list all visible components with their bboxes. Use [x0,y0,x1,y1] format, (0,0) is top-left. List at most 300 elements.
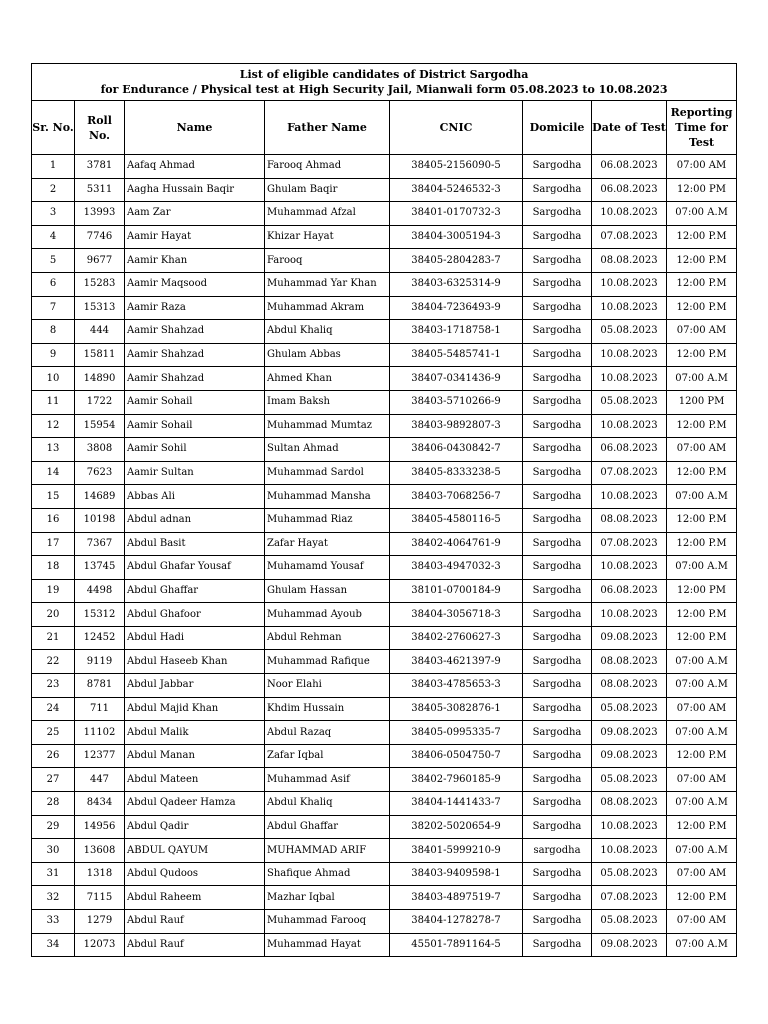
cell-sr-no: 26 [32,744,75,768]
cell-cnic: 38402-4064761-9 [390,532,523,556]
cell-name: Abdul Malik [125,721,265,745]
cell-reporting-time: 07:00 AM [667,768,737,792]
cell-cnic: 38406-0504750-7 [390,744,523,768]
cell-father-name: Farooq [265,249,390,273]
cell-date-of-test: 10.08.2023 [592,414,667,438]
cell-sr-no: 27 [32,768,75,792]
cell-name: Abdul Rauf [125,933,265,957]
cell-domicile: Sargodha [523,768,592,792]
cell-date-of-test: 10.08.2023 [592,296,667,320]
cell-roll-no: 15954 [75,414,125,438]
cell-reporting-time: 12:00 P.M [667,414,737,438]
cell-roll-no: 444 [75,320,125,344]
cell-sr-no: 31 [32,862,75,886]
cell-sr-no: 3 [32,202,75,226]
cell-domicile: Sargodha [523,792,592,816]
table-row [32,296,737,320]
cell-name: Abdul Raheem [125,886,265,910]
cell-roll-no: 1318 [75,862,125,886]
cell-domicile: Sargodha [523,697,592,721]
cell-cnic: 38403-4897519-7 [390,886,523,910]
cell-reporting-time: 07:00 A.M [667,202,737,226]
cell-father-name: Muhammad Rafique [265,650,390,674]
cell-sr-no: 24 [32,697,75,721]
cell-cnic: 38404-5246532-3 [390,178,523,202]
cell-reporting-time: 12:00 P.M [667,461,737,485]
cell-roll-no: 14689 [75,485,125,509]
cell-reporting-time: 07:00 A.M [667,933,737,957]
cell-sr-no: 6 [32,272,75,296]
cell-reporting-time: 12:00 P.M [667,603,737,627]
cell-roll-no: 9677 [75,249,125,273]
cell-name: Aagha Hussain Baqir [125,178,265,202]
cell-roll-no: 13993 [75,202,125,226]
cell-cnic: 38405-3082876-1 [390,697,523,721]
cell-roll-no: 15283 [75,272,125,296]
cell-reporting-time: 07:00 A.M [667,792,737,816]
cell-domicile: Sargodha [523,862,592,886]
cell-roll-no: 12377 [75,744,125,768]
cell-domicile: Sargodha [523,815,592,839]
table-row [32,603,737,627]
cell-sr-no: 21 [32,626,75,650]
cell-roll-no: 15312 [75,603,125,627]
cell-cnic: 38402-7960185-9 [390,768,523,792]
cell-father-name: Muhammad Hayat [265,933,390,957]
cell-roll-no: 3781 [75,155,125,179]
cell-reporting-time: 07:00 A.M [667,556,737,580]
cell-name: Abdul Basit [125,532,265,556]
cell-date-of-test: 05.08.2023 [592,768,667,792]
cell-date-of-test: 10.08.2023 [592,556,667,580]
cell-date-of-test: 10.08.2023 [592,343,667,367]
cell-sr-no: 11 [32,390,75,414]
table-row [32,579,737,603]
cell-name: Abdul Manan [125,744,265,768]
table-row [32,155,737,179]
cell-father-name: Shafique Ahmad [265,862,390,886]
cell-sr-no: 16 [32,508,75,532]
cell-reporting-time: 07:00 AM [667,155,737,179]
cell-sr-no: 22 [32,650,75,674]
cell-domicile: Sargodha [523,178,592,202]
table-row [32,225,737,249]
cell-sr-no: 15 [32,485,75,509]
cell-date-of-test: 07.08.2023 [592,886,667,910]
cell-sr-no: 8 [32,320,75,344]
cell-cnic: 38403-6325314-9 [390,272,523,296]
cell-cnic: 38403-7068256-7 [390,485,523,509]
title-line-1: List of eligible candidates of District Sargodha [239,68,529,81]
cell-father-name: Muhammad Mansha [265,485,390,509]
cell-sr-no: 5 [32,249,75,273]
cell-cnic: 38405-2156090-5 [390,155,523,179]
cell-roll-no: 7746 [75,225,125,249]
cell-cnic: 38407-0341436-9 [390,367,523,391]
cell-sr-no: 9 [32,343,75,367]
cell-father-name: Khdim Hussain [265,697,390,721]
cell-domicile: Sargodha [523,461,592,485]
table-row [32,744,737,768]
column-header-name: Name [125,101,265,155]
cell-domicile: Sargodha [523,367,592,391]
column-header-cnic: CNIC [390,101,523,155]
cell-date-of-test: 08.08.2023 [592,674,667,698]
table-row [32,862,737,886]
cell-reporting-time: 07:00 AM [667,697,737,721]
cell-roll-no: 10198 [75,508,125,532]
table-row [32,697,737,721]
cell-name: Aamir Khan [125,249,265,273]
cell-date-of-test: 10.08.2023 [592,603,667,627]
cell-date-of-test: 07.08.2023 [592,532,667,556]
cell-cnic: 38405-0995335-7 [390,721,523,745]
cell-cnic: 38406-0430842-7 [390,438,523,462]
cell-roll-no: 1722 [75,390,125,414]
cell-roll-no: 1279 [75,910,125,934]
cell-father-name: Muhammad Yar Khan [265,272,390,296]
cell-date-of-test: 10.08.2023 [592,485,667,509]
cell-cnic: 38405-8333238-5 [390,461,523,485]
cell-father-name: Muhammad Mumtaz [265,414,390,438]
cell-reporting-time: 12:00 P.M [667,249,737,273]
cell-name: Aamir Raza [125,296,265,320]
cell-roll-no: 12073 [75,933,125,957]
column-header-domicile: Domicile [523,101,592,155]
cell-reporting-time: 07:00 A.M [667,839,737,863]
cell-cnic: 38403-5710266-9 [390,390,523,414]
cell-reporting-time: 07:00 AM [667,910,737,934]
cell-sr-no: 14 [32,461,75,485]
table-row [32,626,737,650]
cell-date-of-test: 06.08.2023 [592,438,667,462]
cell-name: Aamir Shahzad [125,343,265,367]
table-row [32,508,737,532]
table-row [32,461,737,485]
cell-reporting-time: 07:00 A.M [667,674,737,698]
cell-domicile: Sargodha [523,910,592,934]
table-row [32,910,737,934]
cell-name: Abdul Jabbar [125,674,265,698]
cell-reporting-time: 12:00 P.M [667,815,737,839]
cell-cnic: 38405-4580116-5 [390,508,523,532]
cell-father-name: Ghulam Abbas [265,343,390,367]
cell-father-name: Muhammad Asif [265,768,390,792]
table-row [32,721,737,745]
cell-domicile: Sargodha [523,320,592,344]
cell-name: Abdul Qudoos [125,862,265,886]
cell-father-name: Muhammad Riaz [265,508,390,532]
cell-sr-no: 19 [32,579,75,603]
cell-date-of-test: 09.08.2023 [592,933,667,957]
cell-father-name: Abdul Ghaffar [265,815,390,839]
cell-name: Abdul Majid Khan [125,697,265,721]
cell-date-of-test: 05.08.2023 [592,862,667,886]
cell-name: Aam Zar [125,202,265,226]
cell-roll-no: 14890 [75,367,125,391]
table-row [32,886,737,910]
cell-date-of-test: 07.08.2023 [592,225,667,249]
cell-reporting-time: 12:00 P.M [667,532,737,556]
cell-name: Abdul adnan [125,508,265,532]
table-row [32,485,737,509]
cell-sr-no: 28 [32,792,75,816]
cell-date-of-test: 09.08.2023 [592,744,667,768]
cell-roll-no: 13745 [75,556,125,580]
cell-cnic: 38404-7236493-9 [390,296,523,320]
cell-father-name: Abdul Khaliq [265,320,390,344]
cell-sr-no: 32 [32,886,75,910]
cell-reporting-time: 07:00 A.M [667,650,737,674]
table-row [32,839,737,863]
cell-roll-no: 14956 [75,815,125,839]
cell-cnic: 38405-2804283-7 [390,249,523,273]
cell-cnic: 38403-9892807-3 [390,414,523,438]
cell-reporting-time: 07:00 A.M [667,485,737,509]
table-row [32,249,737,273]
column-header-sr-no: Sr. No. [32,101,75,155]
cell-father-name: Muhammad Ayoub [265,603,390,627]
cell-roll-no: 15313 [75,296,125,320]
cell-reporting-time: 07:00 AM [667,438,737,462]
cell-roll-no: 7623 [75,461,125,485]
cell-father-name: Mazhar Iqbal [265,886,390,910]
cell-reporting-time: 12:00 P.M [667,626,737,650]
cell-name: Abdul Haseeb Khan [125,650,265,674]
cell-date-of-test: 06.08.2023 [592,178,667,202]
cell-father-name: Zafar Hayat [265,532,390,556]
cell-father-name: Abdul Khaliq [265,792,390,816]
table-row [32,556,737,580]
cell-name: ABDUL QAYUM [125,839,265,863]
cell-roll-no: 15811 [75,343,125,367]
table-row [32,320,737,344]
cell-reporting-time: 1200 PM [667,390,737,414]
cell-roll-no: 9119 [75,650,125,674]
cell-date-of-test: 08.08.2023 [592,249,667,273]
cell-cnic: 38401-5999210-9 [390,839,523,863]
cell-domicile: sargodha [523,839,592,863]
cell-sr-no: 23 [32,674,75,698]
cell-date-of-test: 10.08.2023 [592,839,667,863]
cell-cnic: 38101-0700184-9 [390,579,523,603]
cell-father-name: Ghulam Baqir [265,178,390,202]
cell-domicile: Sargodha [523,626,592,650]
cell-reporting-time: 07:00 A.M [667,721,737,745]
cell-sr-no: 33 [32,910,75,934]
table-row [32,367,737,391]
cell-cnic: 38405-5485741-1 [390,343,523,367]
cell-reporting-time: 12:00 PM [667,579,737,603]
table-row [32,178,737,202]
cell-cnic: 38403-1718758-1 [390,320,523,344]
cell-cnic: 38402-2760627-3 [390,626,523,650]
cell-father-name: Noor Elahi [265,674,390,698]
cell-cnic: 38401-0170732-3 [390,202,523,226]
cell-sr-no: 29 [32,815,75,839]
cell-domicile: Sargodha [523,532,592,556]
cell-roll-no: 8434 [75,792,125,816]
candidates-table [31,63,737,957]
cell-cnic: 38403-9409598-1 [390,862,523,886]
cell-reporting-time: 07:00 A.M [667,367,737,391]
cell-domicile: Sargodha [523,508,592,532]
cell-domicile: Sargodha [523,438,592,462]
cell-sr-no: 20 [32,603,75,627]
cell-name: Abdul Qadeer Hamza [125,792,265,816]
cell-reporting-time: 12:00 P.M [667,296,737,320]
cell-roll-no: 7115 [75,886,125,910]
cell-name: Abbas Ali [125,485,265,509]
table-row [32,438,737,462]
cell-sr-no: 7 [32,296,75,320]
cell-name: Abdul Ghaffar [125,579,265,603]
cell-sr-no: 18 [32,556,75,580]
cell-roll-no: 8781 [75,674,125,698]
cell-reporting-time: 12:00 P.M [667,225,737,249]
cell-reporting-time: 12:00 PM [667,178,737,202]
cell-name: Aamir Maqsood [125,272,265,296]
cell-name: Aamir Shahzad [125,320,265,344]
cell-father-name: Abdul Razaq [265,721,390,745]
cell-roll-no: 12452 [75,626,125,650]
cell-roll-no: 13608 [75,839,125,863]
table-row [32,768,737,792]
cell-date-of-test: 05.08.2023 [592,697,667,721]
cell-domicile: Sargodha [523,272,592,296]
cell-cnic: 38403-4785653-3 [390,674,523,698]
cell-name: Abdul Qadir [125,815,265,839]
cell-sr-no: 4 [32,225,75,249]
cell-roll-no: 11102 [75,721,125,745]
cell-sr-no: 13 [32,438,75,462]
cell-name: Aamir Sohil [125,438,265,462]
table-row [32,532,737,556]
cell-name: Abdul Hadi [125,626,265,650]
cell-date-of-test: 09.08.2023 [592,626,667,650]
cell-name: Abdul Ghafar Yousaf [125,556,265,580]
table-row [32,815,737,839]
cell-father-name: Muhammad Akram [265,296,390,320]
cell-name: Aamir Sohail [125,414,265,438]
cell-date-of-test: 10.08.2023 [592,272,667,296]
column-header-reporting-time: Reporting Time for Test [667,101,737,155]
cell-father-name: Muhammad Afzal [265,202,390,226]
document-title [32,64,737,101]
cell-domicile: Sargodha [523,579,592,603]
cell-sr-no: 30 [32,839,75,863]
cell-date-of-test: 08.08.2023 [592,508,667,532]
cell-father-name: Khizar Hayat [265,225,390,249]
cell-roll-no: 5311 [75,178,125,202]
cell-date-of-test: 08.08.2023 [592,650,667,674]
cell-domicile: Sargodha [523,390,592,414]
table-body [32,155,737,957]
cell-domicile: Sargodha [523,485,592,509]
cell-date-of-test: 05.08.2023 [592,910,667,934]
table-row [32,343,737,367]
title-line-2: for Endurance / Physical test at High Security Jail, Mianwali form 05.08.2023 to 10.08.2023 [100,83,668,96]
cell-cnic: 38404-3056718-3 [390,603,523,627]
cell-domicile: Sargodha [523,155,592,179]
table-row [32,390,737,414]
table-row [32,792,737,816]
cell-sr-no: 34 [32,933,75,957]
cell-domicile: Sargodha [523,202,592,226]
cell-father-name: Ghulam Hassan [265,579,390,603]
cell-cnic: 38403-4947032-3 [390,556,523,580]
column-header-father-name: Father Name [265,101,390,155]
cell-domicile: Sargodha [523,225,592,249]
cell-father-name: MUHAMMAD ARIF [265,839,390,863]
cell-cnic: 38404-1441433-7 [390,792,523,816]
header-row [32,101,737,155]
cell-date-of-test: 09.08.2023 [592,721,667,745]
cell-reporting-time: 07:00 AM [667,862,737,886]
table-row [32,414,737,438]
cell-roll-no: 4498 [75,579,125,603]
cell-cnic: 38404-1278278-7 [390,910,523,934]
cell-sr-no: 2 [32,178,75,202]
cell-domicile: Sargodha [523,744,592,768]
cell-cnic: 38403-4621397-9 [390,650,523,674]
cell-father-name: Muhamamd Yousaf [265,556,390,580]
cell-father-name: Muhammad Farooq [265,910,390,934]
cell-name: Aamir Sohail [125,390,265,414]
cell-cnic: 38404-3005194-3 [390,225,523,249]
cell-domicile: Sargodha [523,650,592,674]
cell-roll-no: 447 [75,768,125,792]
cell-domicile: Sargodha [523,249,592,273]
cell-roll-no: 7367 [75,532,125,556]
cell-domicile: Sargodha [523,556,592,580]
cell-roll-no: 3808 [75,438,125,462]
cell-name: Abdul Rauf [125,910,265,934]
cell-name: Aamir Hayat [125,225,265,249]
cell-reporting-time: 12:00 P.M [667,744,737,768]
cell-reporting-time: 07:00 AM [667,320,737,344]
cell-domicile: Sargodha [523,886,592,910]
cell-sr-no: 10 [32,367,75,391]
cell-sr-no: 12 [32,414,75,438]
cell-reporting-time: 12:00 P.M [667,343,737,367]
cell-date-of-test: 10.08.2023 [592,202,667,226]
cell-date-of-test: 07.08.2023 [592,461,667,485]
cell-name: Aamir Shahzad [125,367,265,391]
cell-name: Abdul Ghafoor [125,603,265,627]
cell-domicile: Sargodha [523,414,592,438]
title-row [32,64,737,101]
cell-father-name: Abdul Rehman [265,626,390,650]
cell-name: Aafaq Ahmad [125,155,265,179]
column-header-roll-no: Roll No. [75,101,125,155]
cell-roll-no: 711 [75,697,125,721]
cell-date-of-test: 06.08.2023 [592,155,667,179]
cell-cnic: 38202-5020654-9 [390,815,523,839]
cell-date-of-test: 10.08.2023 [592,815,667,839]
cell-reporting-time: 12:00 P.M [667,272,737,296]
cell-father-name: Sultan Ahmad [265,438,390,462]
cell-date-of-test: 05.08.2023 [592,320,667,344]
cell-reporting-time: 12:00 P.M [667,886,737,910]
table-row [32,202,737,226]
cell-domicile: Sargodha [523,296,592,320]
cell-date-of-test: 05.08.2023 [592,390,667,414]
cell-father-name: Muhammad Sardol [265,461,390,485]
cell-father-name: Ahmed Khan [265,367,390,391]
cell-cnic: 45501-7891164-5 [390,933,523,957]
cell-father-name: Zafar Iqbal [265,744,390,768]
